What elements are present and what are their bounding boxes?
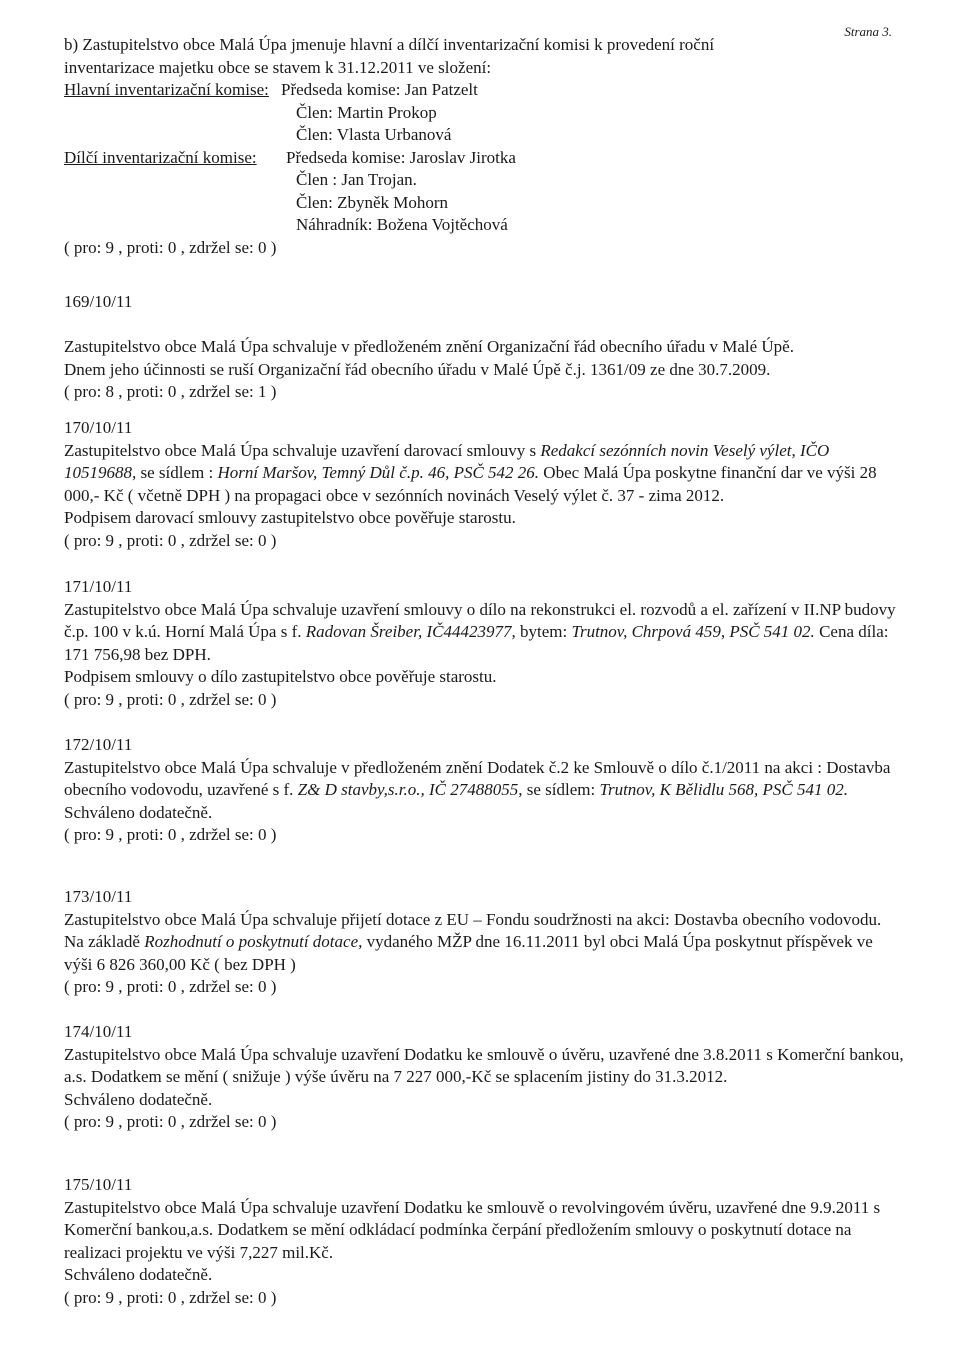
resolution-number: 169/10/11: [64, 292, 133, 311]
resolution-text-2: Podpisem darovací smlouvy zastupitelstvo obce pověřuje starostu.: [64, 508, 516, 527]
resolution-170: [64, 417, 904, 552]
resolution-text: Zastupitelstvo obce Malá Úpa schvaluje uzavření Dodatku ke smlouvě o úvěru, uzavřené dne 3.8.2011 s Komerční bankou, a.s. Dodatkem se mění ( snižuje ) výše úvěru na 7 227 000,-Kč se splacením jistiny do 31.3.2012.: [64, 1044, 904, 1086]
resolution-172: [64, 734, 904, 847]
page-number: Strana 3.: [844, 24, 892, 39]
resolution-text: Zastupitelstvo obce Malá Úpa schvaluje v předloženém znění Dodatek č.2 ke Smlouvě o dílo č.1/2011 na akci : Dostavba obecního vodovodu, uzavřené s f. Z& D stavby,s.r.o., IČ 27488055, se sídlem: Trutnov, K Bělidlu 568, PSČ 541 02.: [64, 757, 891, 799]
resolution-vote: ( pro: 9 , proti: 0 , zdržel se: 0 ): [64, 825, 277, 844]
resolution-number: 173/10/11: [64, 887, 133, 906]
resolution-text: Zastupitelstvo obce Malá Úpa schvaluje v předloženém znění Organizační řád obecního úřadu v Malé Úpě.: [64, 337, 794, 356]
main-commission-chair: Předseda komise: Jan Patzelt: [281, 80, 478, 99]
resolution-text: Zastupitelstvo obce Malá Úpa schvaluje přijetí dotace z EU – Fondu soudržnosti na akci: Dostavba obecního vodovodu. Na základě Rozhodnutí o poskytnutí dotace, vydaného MŽP dne 16.11.2011 byl obci Malá Úpa poskytnut příspěvek ve výši 6 826 360,00 Kč ( bez DPH ): [64, 909, 882, 974]
commission-section: [64, 34, 894, 259]
sub-commission-member-1: Člen : Jan Trojan.: [296, 170, 417, 189]
main-commission-label: Hlavní inventarizační komise:: [64, 80, 269, 99]
resolution-number: 172/10/11: [64, 735, 133, 754]
resolution-vote: ( pro: 9 , proti: 0 , zdržel se: 0 ): [64, 689, 277, 709]
main-commission-member-2: Člen: Vlasta Urbanová: [296, 125, 452, 144]
sub-commission-alternate: Náhradník: Božena Vojtěchová: [296, 215, 508, 234]
resolution-text-2: Schváleno dodatečně.: [64, 1265, 213, 1284]
resolution-171: [64, 576, 904, 711]
resolution-text: Zastupitelstvo obce Malá Úpa schvaluje uzavření darovací smlouvy s Redakcí sezónních novin Veselý výlet, IČO 10519688, se sídlem : Horní Maršov, Temný Důl č.p. 46, PSČ 542 26. Obec Malá Úpa poskytne finanční dar ve výši 28 000,- Kč ( včetně DPH ) na propagaci obce v sezónních novinách Veselý výlet č. 37 - zima 2012.: [64, 440, 877, 505]
sub-commission-chair: Předseda komise: Jaroslav Jirotka: [286, 147, 516, 167]
resolution-text: Zastupitelstvo obce Malá Úpa schvaluje uzavření Dodatku ke smlouvě o revolvingovém úvěru, uzavřené dne 9.9.2011 s Komerční bankou,a.s. Dodatkem se mění odkládací podmínka čerpání předložením smlouvy o poskytnutí dotace na realizaci projektu ve výši 7,227 mil.Kč.: [64, 1197, 881, 1262]
resolution-173: [64, 886, 904, 999]
resolution-169: [64, 291, 904, 404]
resolution-number: 171/10/11: [64, 577, 133, 596]
resolution-number: 170/10/11: [64, 418, 133, 437]
resolution-vote: ( pro: 9 , proti: 0 , zdržel se: 0 ): [64, 530, 277, 550]
resolution-174: [64, 1021, 904, 1134]
resolution-text-2: Podpisem smlouvy o dílo zastupitelstvo obce pověřuje starostu.: [64, 667, 497, 686]
intro-vote: ( pro: 9 , proti: 0 , zdržel se: 0 ): [64, 237, 277, 257]
sub-commission-member-2: Člen: Zbyněk Mohorn: [296, 192, 449, 212]
resolution-text: Zastupitelstvo obce Malá Úpa schvaluje uzavření smlouvy o dílo na rekonstrukci el. rozvodů a el. zařízení v II.NP budovy č.p. 100 v k.ú. Horní Malá Úpa s f. Radovan Šreiber, IČ44423977, bytem: Trutnov, Chrpová 459, PSČ 541 02. Cena díla: 171 756,98 bez DPH.: [64, 599, 896, 664]
resolution-text-2: Schváleno dodatečně.: [64, 1089, 213, 1109]
resolution-vote: ( pro: 9 , proti: 0 , zdržel se: 0 ): [64, 977, 277, 996]
resolution-vote: ( pro: 8 , proti: 0 , zdržel se: 1 ): [64, 382, 277, 401]
resolution-text-2: Schváleno dodatečně.: [64, 802, 213, 822]
intro-line-1: b) Zastupitelstvo obce Malá Úpa jmenuje hlavní a dílčí inventarizační komisi k provedení roční: [64, 35, 715, 54]
main-commission-member-1: Člen: Martin Prokop: [296, 102, 437, 122]
intro-line-2: inventarizace majetku obce se stavem k 31.12.2011 ve složení:: [64, 57, 492, 77]
resolution-vote: ( pro: 9 , proti: 0 , zdržel se: 0 ): [64, 1112, 277, 1131]
resolution-text-2: Dnem jeho účinnosti se ruší Organizační řád obecního úřadu v Malé Úpě č.j. 1361/09 ze dne 30.7.2009.: [64, 359, 771, 379]
resolution-vote: ( pro: 9 , proti: 0 , zdržel se: 0 ): [64, 1287, 277, 1307]
resolution-number: 175/10/11: [64, 1175, 133, 1194]
sub-commission-label: Dílčí inventarizační komise:: [64, 147, 257, 167]
resolution-number: 174/10/11: [64, 1022, 133, 1041]
resolution-175: [64, 1174, 904, 1309]
